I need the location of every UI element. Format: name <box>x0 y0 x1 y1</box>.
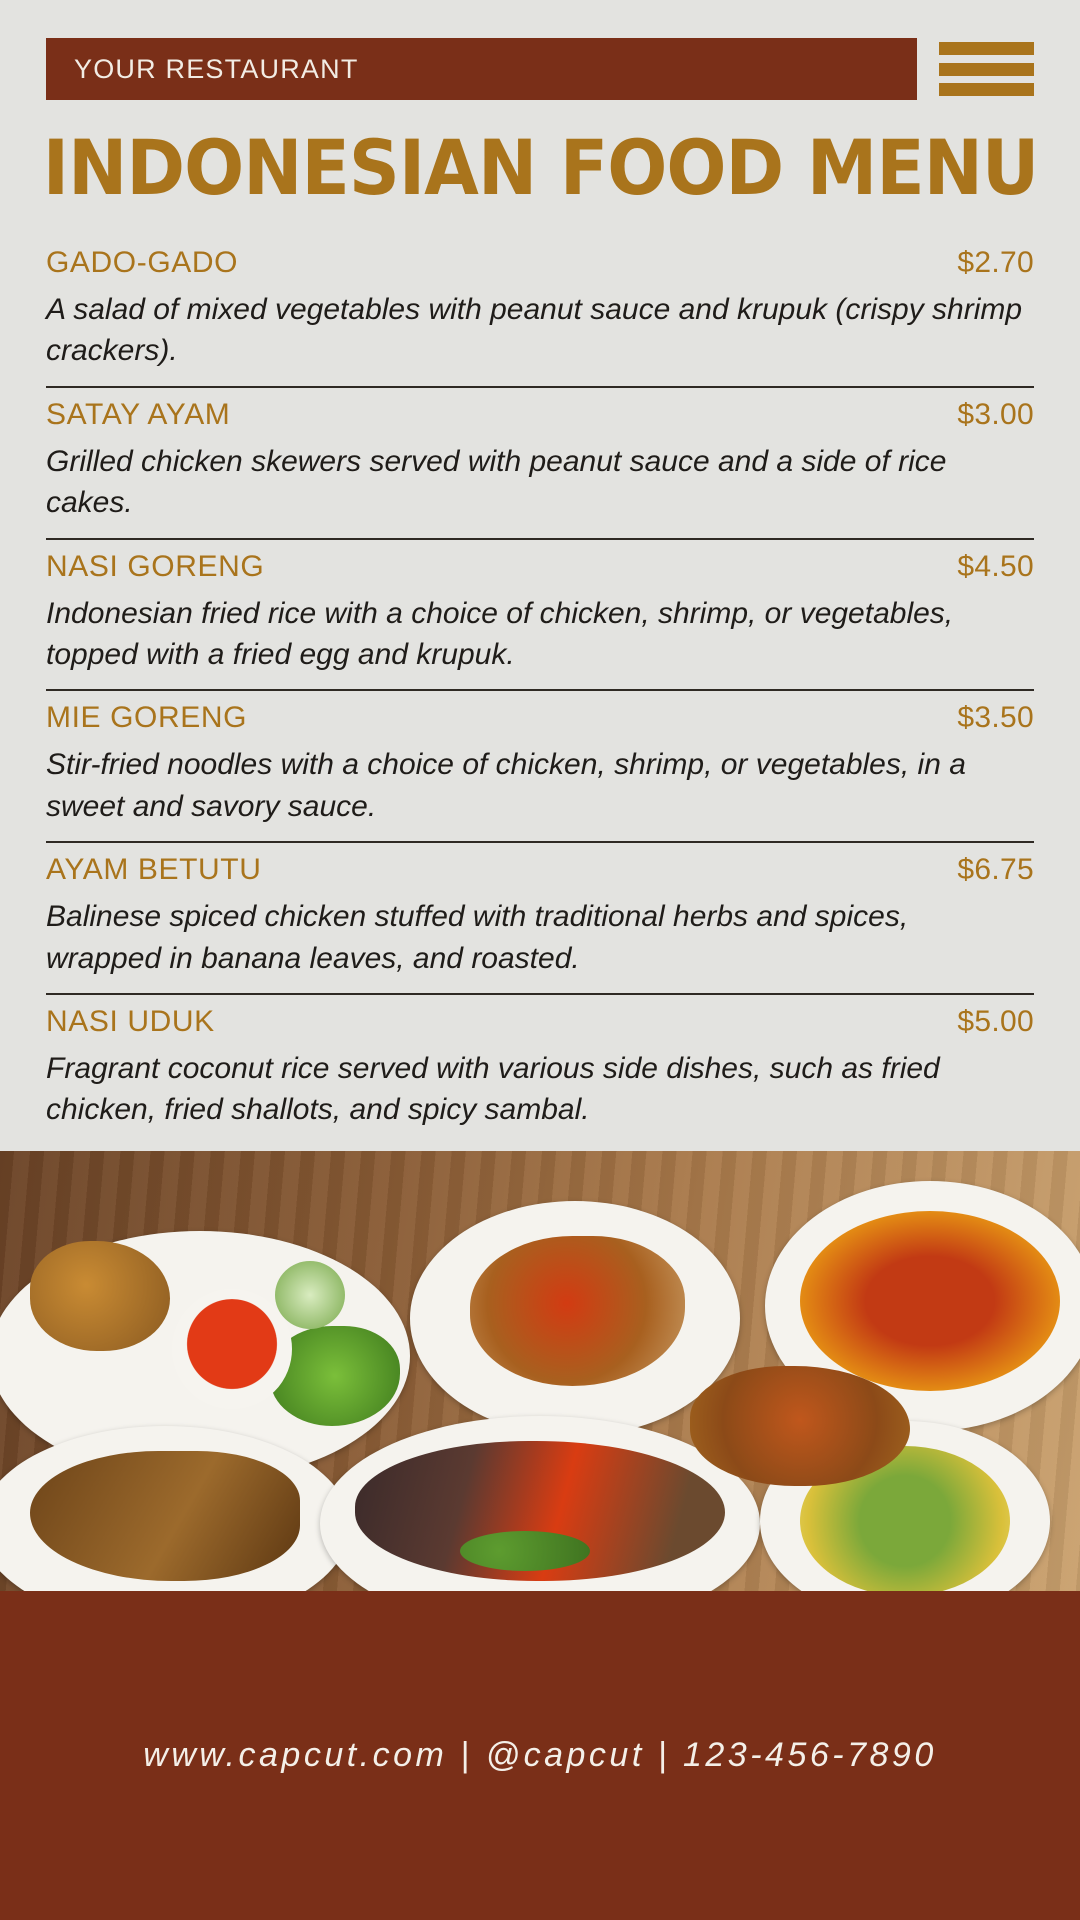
menu-item-description: A salad of mixed vegetables with peanut sauce and krupuk (crispy shrimp crackers). <box>46 293 1023 368</box>
beef-in-curry <box>800 1211 1060 1391</box>
menu-item-head <box>46 1005 1034 1039</box>
menu-item <box>46 691 1034 843</box>
footer <box>0 1591 1080 1920</box>
menu-item-head <box>46 701 1034 735</box>
hamburger-bar-3 <box>939 83 1034 96</box>
restaurant-name: YOUR RESTAURANT <box>74 53 359 84</box>
menu-item-description: Grilled chicken skewers served with peanut sauce and a side of rice cakes. <box>46 444 947 520</box>
menu-item-name: NASI UDUK <box>46 1004 215 1038</box>
menu-item-price: $2.70 <box>957 246 1034 279</box>
brand-bar <box>46 38 917 100</box>
menu-item-head <box>46 246 1034 280</box>
page-title: INDONESIAN FOOD MENU <box>42 123 1039 212</box>
menu-item-head <box>46 853 1034 887</box>
menu-item-price: $4.50 <box>957 549 1034 583</box>
menu-item-price: $3.00 <box>957 397 1034 431</box>
header <box>0 0 1080 100</box>
menu-item-price: $3.50 <box>957 701 1034 735</box>
menu-item-name: GADO-GADO <box>46 246 239 279</box>
sambal-bowl <box>172 1289 292 1409</box>
menu-item-head <box>46 398 1034 432</box>
menu-item <box>46 236 1034 388</box>
menu-item-description: Balinese spiced chicken stuffed with traditional herbs and spices, wrapped in banana leaves, and roasted. <box>46 900 909 975</box>
menu-item-name: AYAM BETUTU <box>46 853 262 887</box>
menu-item-price: $6.75 <box>957 853 1034 887</box>
menu-item-name: SATAY AYAM <box>46 397 231 431</box>
menu-list <box>0 236 1080 1145</box>
hamburger-bar-2 <box>939 63 1034 76</box>
menu-item <box>46 540 1034 692</box>
contact-info: www.capcut.com | @capcut | 123-456-7890 <box>143 1735 937 1774</box>
menu-item-price: $5.00 <box>957 1004 1034 1038</box>
menu-item-description: Indonesian fried rice with a choice of chicken, shrimp, or vegetables, topped with a fried egg and krupuk. <box>46 596 954 671</box>
menu-item <box>46 388 1034 540</box>
menu-item-description: Fragrant coconut rice served with various side dishes, such as fried chicken, fried shallots, and spicy sambal. <box>46 1051 940 1127</box>
indonesian-dishes-photo <box>0 1151 1080 1591</box>
hamburger-bar-1 <box>939 42 1034 55</box>
hamburger-menu-icon[interactable] <box>939 38 1034 100</box>
menu-item-description: Stir-fried noodles with a choice of chicken, shrimp, or vegetables, in a sweet and savory sauce. <box>46 748 966 823</box>
menu-item <box>46 995 1034 1145</box>
menu-item <box>46 843 1034 995</box>
menu-item-name: MIE GORENG <box>46 701 248 735</box>
green-peas <box>460 1531 590 1571</box>
menu-item-name: NASI GORENG <box>46 549 265 583</box>
menu-item-head <box>46 550 1034 584</box>
cucumber-slice <box>275 1261 345 1329</box>
